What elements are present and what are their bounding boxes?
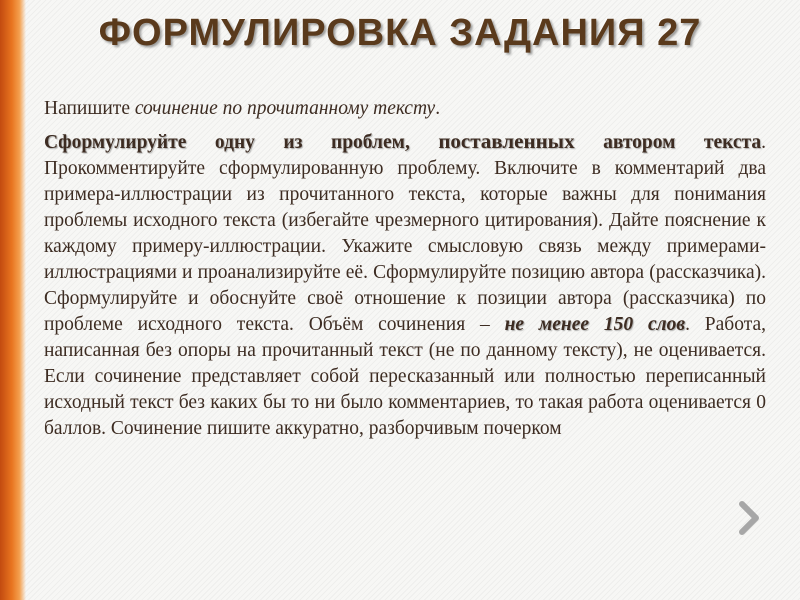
- task-body-text1: . Прокомментируйте сформулированную проблему. Включите в комментарий два примера-иллюстрации из прочитанного текста, которые важны для понимания проблемы исходного текста (избегайте чрезмерного цитирования). Дайте пояснение к каждому примеру-иллюстрации. Укажите смысловую связь между примерами-иллюстрациями и проанализируйте её. Сформулируйте позицию автора (рассказчика). Сформулируйте и обоснуйте своё отношение к позиции автора (рассказчика) по проблеме исходного текста. Объём сочинения –: [44, 132, 766, 335]
- slide-title: ФОРМУЛИРОВКА ЗАДАНИЯ 27: [98, 12, 702, 54]
- word-count-emphasis: не менее 150 слов: [504, 314, 686, 335]
- intro-italic: сочинение по прочитанному тексту: [134, 98, 436, 119]
- slide-content: [44, 96, 766, 442]
- task-intro-paragraph: [44, 96, 766, 122]
- intro-prefix: Напишите: [44, 98, 135, 119]
- chevron-right-icon: [736, 500, 764, 536]
- task-body-paragraph: [44, 128, 766, 442]
- task-highlight-part2: поставленных: [438, 129, 575, 153]
- next-slide-button[interactable]: [736, 500, 764, 536]
- task-highlight-part1: Сформулируйте одну из проблем,: [44, 132, 439, 153]
- task-body-text2: . Работа, написанная без опоры на прочитанный текст (не по данному тексту), не оценивается. Если сочинение представляет собой пересказанный или полностью переписанный исходный текст без каких бы то ни было комментариев, то такая работа оценивается 0 баллов. Сочинение пишите аккуратно, разборчивым почерком: [44, 314, 766, 439]
- task-highlight-part3: автором текста: [574, 132, 762, 153]
- intro-suffix: .: [435, 98, 441, 119]
- accent-side-band: [0, 0, 26, 600]
